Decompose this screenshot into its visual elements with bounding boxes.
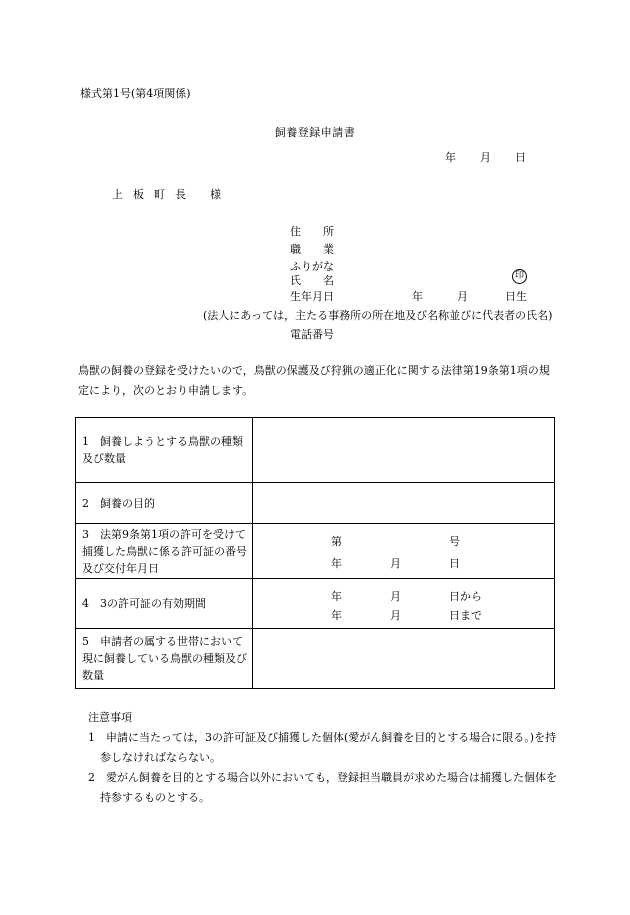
addressee bbox=[112, 186, 231, 202]
birthdate-label: 生年月日 bbox=[290, 290, 334, 303]
note-item: 2 愛がん飼養を目的とする場合以外においても，登録担当職員が求めた場合は捕獲した個体を持参するものとする。 bbox=[88, 771, 557, 804]
table-row bbox=[76, 524, 555, 579]
form-number: 様式第1号(第4項関係) bbox=[80, 87, 191, 100]
name-label: 氏 名 bbox=[290, 274, 334, 287]
occupation-label: 職 業 bbox=[290, 243, 334, 256]
birthdate-row bbox=[290, 288, 334, 304]
row-label: 1 飼養しようとする鳥獣の種類及び数量 bbox=[76, 418, 253, 483]
table-row bbox=[76, 418, 555, 483]
notes-heading: 注意事項 bbox=[88, 711, 132, 724]
permit-day: 日 bbox=[449, 557, 460, 570]
permit-year: 年 bbox=[331, 557, 342, 570]
date-month: 月 bbox=[480, 151, 491, 164]
row-label: 2 飼養の目的 bbox=[76, 483, 253, 524]
permit-dai: 第 bbox=[331, 535, 342, 548]
permit-month: 月 bbox=[390, 557, 401, 570]
addressee-name: 上板町長 bbox=[112, 188, 196, 201]
species-quantity-field[interactable] bbox=[253, 418, 555, 483]
validity-period-field[interactable] bbox=[253, 579, 555, 629]
addressee-suffix: 様 bbox=[210, 188, 231, 201]
permit-number-field[interactable] bbox=[253, 524, 555, 579]
birth-day: 日生 bbox=[505, 290, 527, 303]
household-animals-field[interactable] bbox=[253, 629, 555, 689]
note-item: 1 申請に当たっては，3の許可証及び捕獲した個体(愛がん飼養を目的とする場合に限る。)を持参しなければならない。 bbox=[88, 731, 557, 764]
seal-mark: 印 bbox=[512, 269, 527, 284]
table-row bbox=[76, 629, 555, 689]
row-label: 3 法第9条第1項の許可を受けて捕獲した鳥獣に係る許可証の番号及び交付年月日 bbox=[76, 524, 253, 579]
from-day: 日から bbox=[449, 590, 482, 603]
permit-go: 号 bbox=[449, 535, 460, 548]
birth-month: 月 bbox=[457, 290, 468, 303]
from-month: 月 bbox=[390, 590, 401, 603]
until-year: 年 bbox=[331, 609, 342, 622]
notes-section bbox=[88, 708, 558, 808]
from-year: 年 bbox=[331, 590, 342, 603]
furigana-label: ふりがな bbox=[290, 260, 334, 273]
until-month: 月 bbox=[390, 609, 401, 622]
until-day: 日まで bbox=[449, 609, 482, 622]
application-table bbox=[75, 417, 555, 689]
document-title: 飼養登録申請書 bbox=[274, 126, 356, 139]
corporate-note: (法人にあっては，主たる事務所の所在地及び名称並びに代表者の氏名) bbox=[203, 309, 553, 322]
row-label: 5 申請者の属する世帯において現に飼養している鳥獣の種類及び数量 bbox=[76, 629, 253, 689]
date-day: 日 bbox=[515, 151, 526, 164]
table-row bbox=[76, 483, 555, 524]
application-statement: 鳥獣の飼養の登録を受けたいので，鳥獣の保護及び狩猟の適正化に関する法律第19条第1項の規定により，次のとおり申請します。 bbox=[78, 364, 550, 397]
purpose-field[interactable] bbox=[253, 483, 555, 524]
address-label: 住 所 bbox=[290, 225, 334, 238]
birth-year: 年 bbox=[412, 290, 423, 303]
phone-label: 電話番号 bbox=[290, 328, 334, 341]
table-row bbox=[76, 579, 555, 629]
date-year: 年 bbox=[445, 151, 456, 164]
row-label: 4 3の許可証の有効期間 bbox=[76, 579, 253, 629]
application-date bbox=[445, 149, 526, 165]
